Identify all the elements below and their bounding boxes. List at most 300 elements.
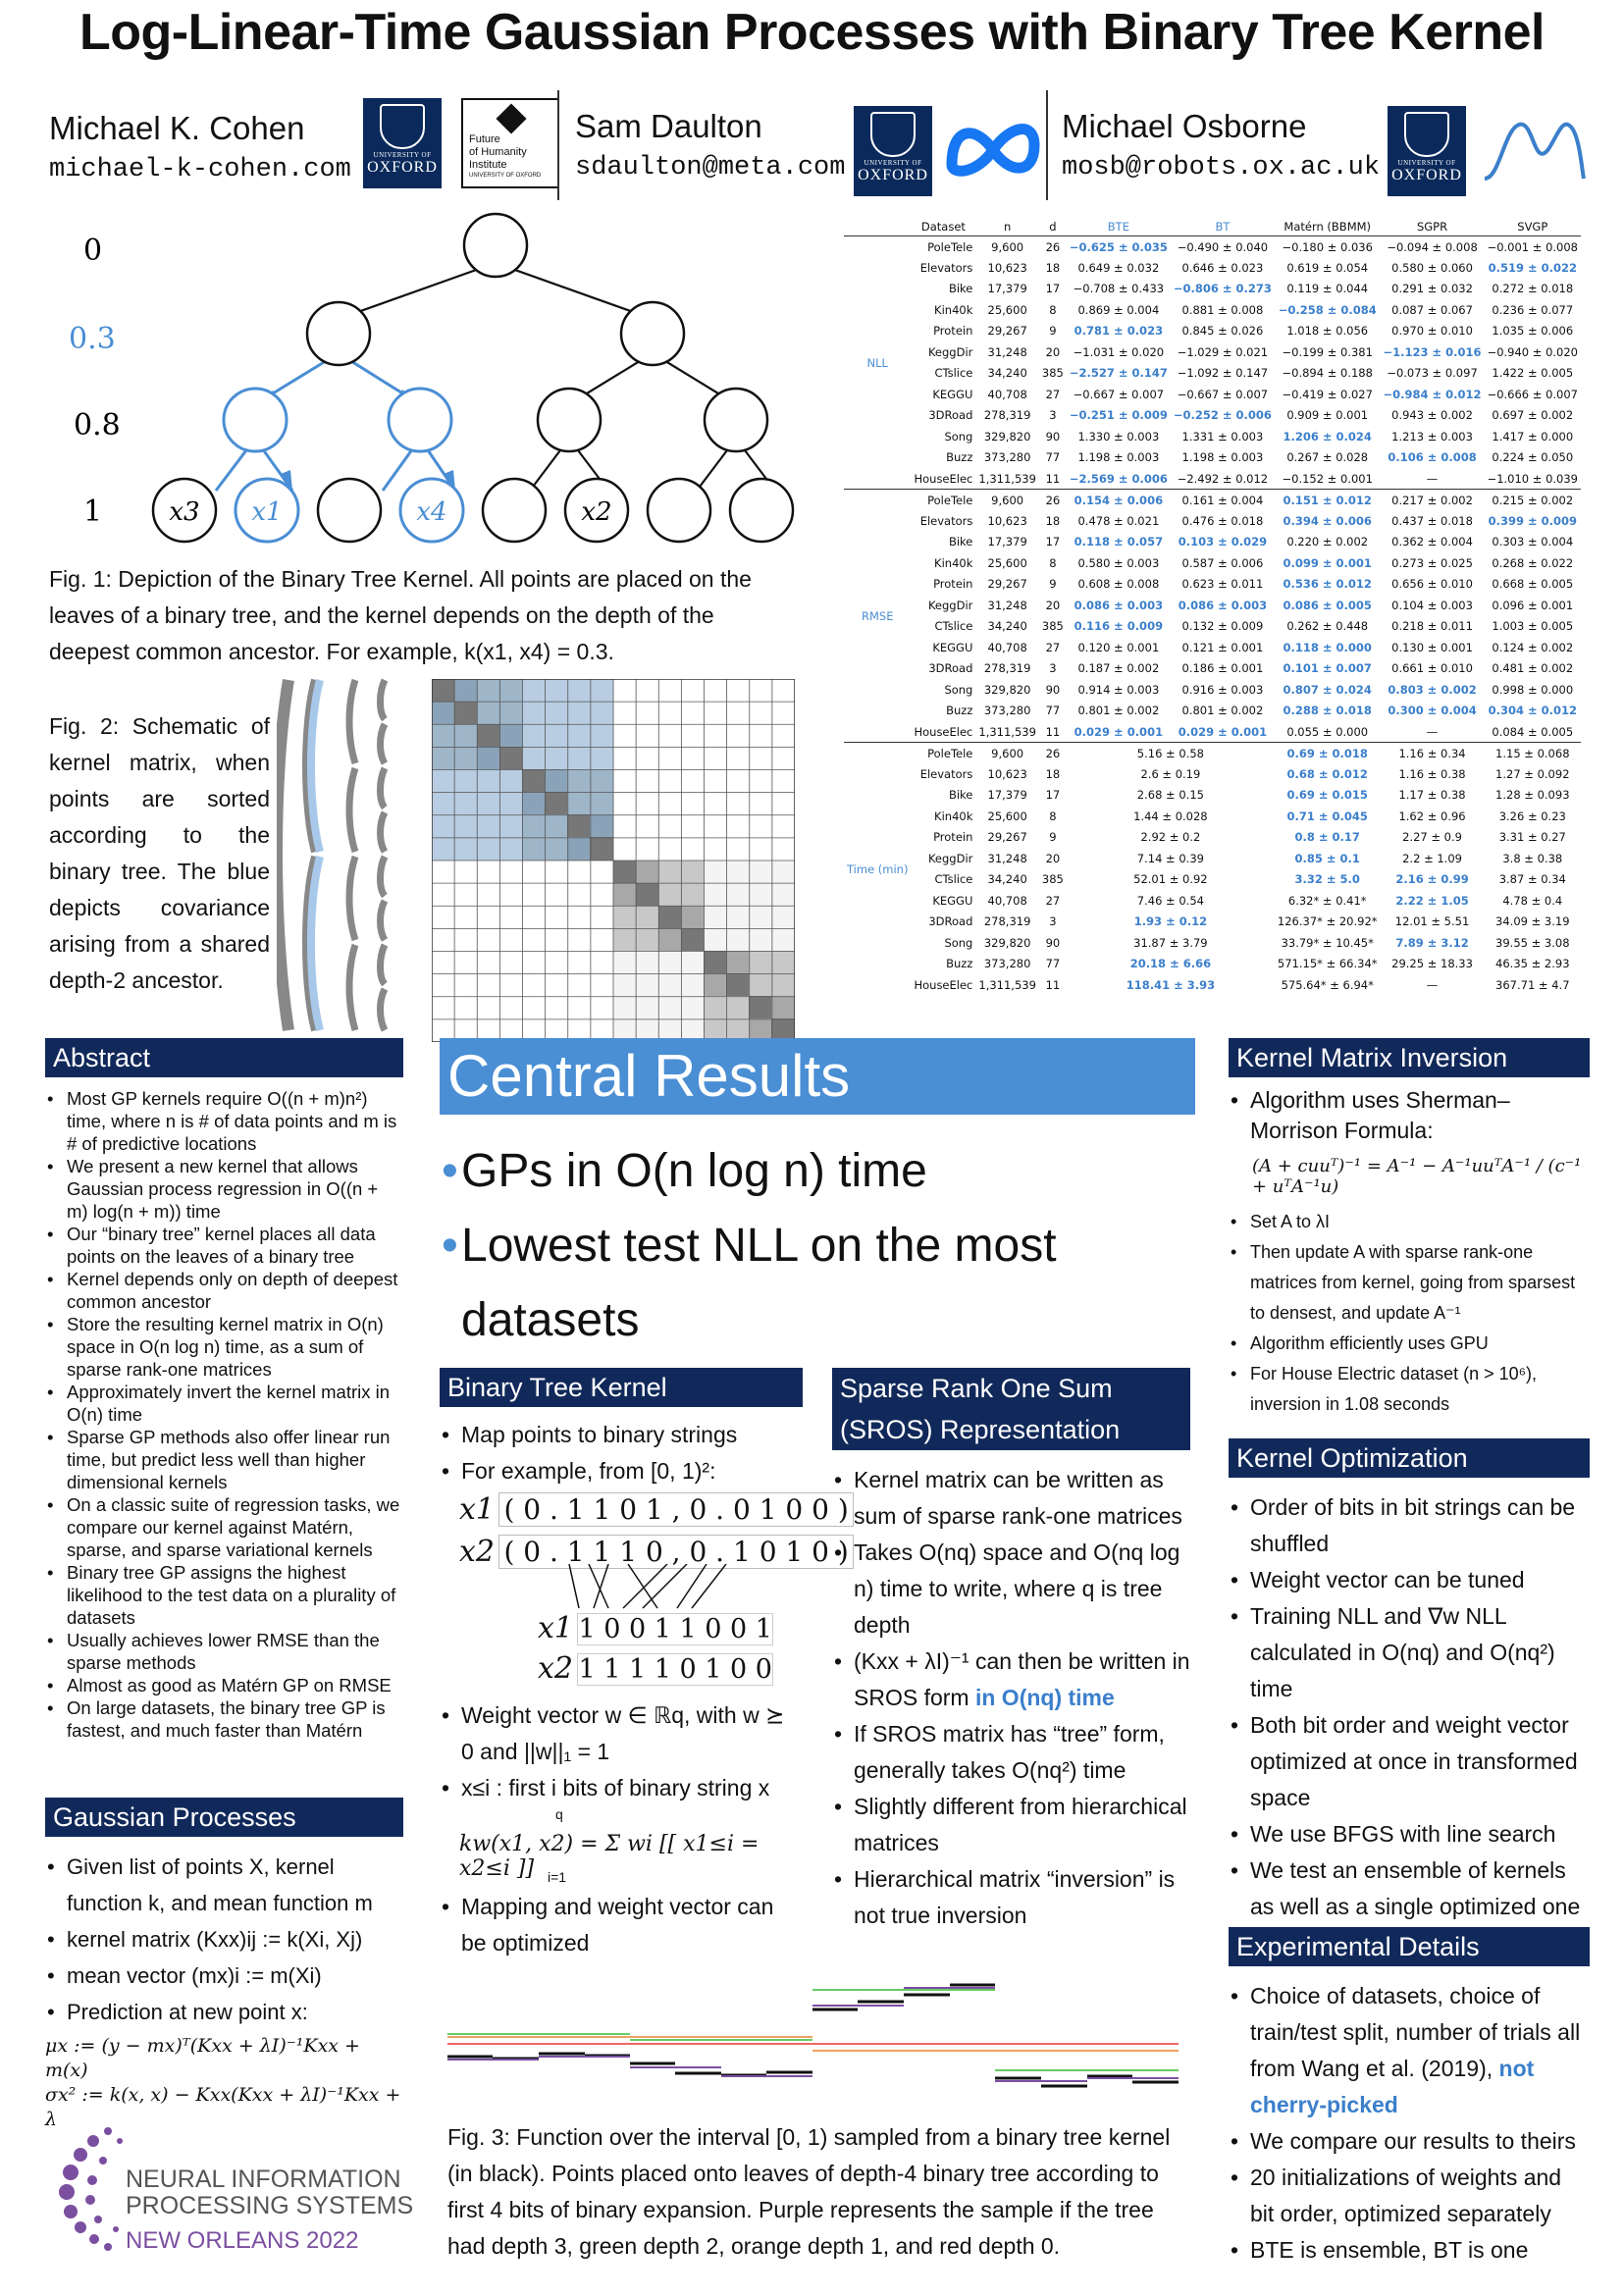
sum-bottom: i=1 <box>548 1869 567 1885</box>
table-cell: 46.35 ± 2.93 <box>1495 957 1570 971</box>
author-divider <box>557 90 559 200</box>
list-item: • Map points to binary strings <box>440 1417 803 1453</box>
table-cell: 0.580 ± 0.060 <box>1391 260 1473 275</box>
gp-list <box>45 1849 403 2030</box>
col-header: SVGP <box>1485 218 1581 236</box>
table-cell: 0.781 ± 0.023 <box>1074 324 1164 339</box>
table-cell: 0.998 ± 0.000 <box>1492 682 1574 697</box>
table-cell: Elevators <box>919 260 973 275</box>
bracket-diagram <box>277 675 414 1038</box>
table-cell: 1.27 ± 0.092 <box>1495 766 1570 781</box>
table-cell: −0.094 ± 0.008 <box>1387 239 1478 254</box>
leaf-label: x2 <box>581 497 612 527</box>
table-cell: 0.086 ± 0.005 <box>1283 598 1372 612</box>
table-cell: 0.362 ± 0.004 <box>1391 535 1473 549</box>
table-cell: 11 <box>1045 471 1061 486</box>
kopt-list <box>1229 1489 1590 1925</box>
table-cell: 3 <box>1049 661 1057 676</box>
table-cell: 0.801 ± 0.002 <box>1181 704 1264 718</box>
table-cell: 0.943 ± 0.002 <box>1391 408 1473 423</box>
table-cell: −0.073 ± 0.097 <box>1387 366 1478 381</box>
table-cell: 0.154 ± 0.006 <box>1067 490 1171 511</box>
table-row <box>844 341 1581 363</box>
table-cell: 0.086 ± 0.003 <box>1178 598 1268 612</box>
table-cell: 18 <box>1045 513 1061 528</box>
table-row <box>844 974 1581 996</box>
table-cell: 34,240 <box>987 619 1027 634</box>
exp-section <box>1229 1927 1590 2269</box>
table-cell: 0.661 ± 0.010 <box>1391 661 1473 676</box>
exp-list <box>1229 1978 1590 2269</box>
table-cell: 0.649 ± 0.032 <box>1077 260 1160 275</box>
depth-label: 0.3 <box>69 322 116 356</box>
table-cell: 8 <box>1049 555 1057 570</box>
table-cell: 571.15* ± 66.34* <box>1277 957 1378 971</box>
table-cell: −2.569 ± 0.006 <box>1069 471 1168 486</box>
table-cell: 278,319 <box>983 408 1031 423</box>
table-cell: Buzz <box>946 957 973 971</box>
table-cell: Song <box>944 429 973 444</box>
author-name: Michael Osborne <box>1062 108 1307 144</box>
table-cell: 10,623 <box>987 260 1027 275</box>
table-cell: — <box>1426 724 1439 739</box>
table-cell: KeggDir <box>927 344 973 359</box>
table-cell: 0.668 ± 0.005 <box>1492 577 1574 592</box>
col-header: Dataset <box>911 218 975 236</box>
table-cell: 0.646 ± 0.023 <box>1181 260 1264 275</box>
table-cell: 9 <box>1049 830 1057 845</box>
table-cell: 1.331 ± 0.003 <box>1181 429 1264 444</box>
table-cell: 25,600 <box>987 555 1027 570</box>
kernel-matrix-schematic <box>432 679 795 1042</box>
abstract-item: • Most GP kernels require O((n + m)n²) time, where n is # of data points and m is # of predictive locations <box>45 1087 403 1155</box>
table-cell: 0.519 ± 0.022 <box>1488 260 1577 275</box>
table-cell: 278,319 <box>983 661 1031 676</box>
table-cell: 0.807 ± 0.024 <box>1283 682 1372 697</box>
list-item: • Algorithm efficiently uses GPU <box>1229 1329 1590 1359</box>
metric-group-label: RMSE <box>844 490 911 743</box>
table-cell: 0.215 ± 0.002 <box>1485 490 1581 511</box>
list-item: • Prediction at new point x: <box>45 1994 403 2030</box>
table-cell: Bike <box>948 788 973 803</box>
list-item: • Order of bits in bit strings can be shuffled <box>1229 1489 1590 1562</box>
table-cell: Elevators <box>919 513 973 528</box>
table-row <box>844 637 1581 658</box>
author-email[interactable]: michael-k-cohen.com <box>49 155 351 184</box>
table-cell: Protein <box>933 577 973 592</box>
oxford-logo: UNIVERSITY OF OXFORD <box>854 106 932 196</box>
table-row <box>844 405 1581 427</box>
table-cell: 0.132 ± 0.009 <box>1181 619 1264 634</box>
table-cell: Buzz <box>946 450 973 465</box>
table-cell: 27 <box>1045 387 1061 401</box>
table-cell: 0.71 ± 0.045 <box>1286 809 1368 823</box>
table-cell: 0.916 ± 0.003 <box>1181 682 1264 697</box>
abstract-item: • On a classic suite of regression tasks, we compare our kernel against Matérn, sparse, and sparse variational kernels <box>45 1493 403 1561</box>
abstract-section <box>45 1038 403 1742</box>
table-row <box>844 890 1581 912</box>
table-cell: 0.476 ± 0.018 <box>1181 513 1264 528</box>
table-cell: CTslice <box>934 872 973 887</box>
table-cell: 0.029 ± 0.001 <box>1178 724 1268 739</box>
table-cell: 367.71 ± 4.7 <box>1495 977 1570 992</box>
table-cell: 3DRoad <box>928 914 973 929</box>
table-cell: 90 <box>1045 429 1061 444</box>
table-cell: 18 <box>1045 260 1061 275</box>
table-cell: 39.55 ± 3.08 <box>1495 935 1570 950</box>
table-cell: 0.69 ± 0.015 <box>1286 788 1368 803</box>
eq-sigma: σx² := k(x, x) − Kxx(Kxx + λI)⁻¹Kxx + λ <box>45 2084 401 2130</box>
table-cell: 1.018 ± 0.056 <box>1286 324 1369 339</box>
gp-heading: Gaussian Processes <box>45 1798 403 1837</box>
table-row <box>844 954 1581 975</box>
table-cell: 0.909 ± 0.001 <box>1286 408 1369 423</box>
abstract-item: • Binary tree GP assigns the highest likelihood to the test data on a plurality of datasets <box>45 1561 403 1629</box>
table-cell: 0.055 ± 0.000 <box>1286 724 1369 739</box>
abstract-item: • Approximately invert the kernel matrix in O(n) time <box>45 1381 403 1426</box>
list-item: • BTE is ensemble, BT is one <box>1229 2232 1590 2269</box>
list-item: • Weight vector w ∈ ℝq, with w ⪰ 0 and ||w||₁ = 1 <box>440 1697 803 1770</box>
table-row <box>844 616 1581 638</box>
table-cell: CTslice <box>934 619 973 634</box>
table-row <box>844 827 1581 849</box>
table-cell: 1.035 ± 0.006 <box>1492 324 1574 339</box>
table-cell: 329,820 <box>983 682 1031 697</box>
table-cell: 3.26 ± 0.23 <box>1498 809 1566 823</box>
table-cell: 40,708 <box>987 387 1027 401</box>
table-cell: 0.69 ± 0.018 <box>1275 743 1381 764</box>
table-cell: −0.940 ± 0.020 <box>1487 344 1578 359</box>
central-results-section <box>440 1038 1195 1358</box>
table-row <box>844 279 1581 300</box>
fhi-logo: Future of Humanity Institute UNIVERSITY OF OXFORD <box>461 98 559 188</box>
table-cell: PoleTele <box>927 239 973 254</box>
central-heading: Central Results <box>440 1038 1195 1115</box>
table-cell: 12.01 ± 5.51 <box>1394 914 1470 929</box>
table-cell: 1.330 ± 0.003 <box>1077 429 1160 444</box>
neurips-logo-mark <box>49 2121 137 2259</box>
abstract-item: • Sparse GP methods also offer linear run time, but predict less well than higher dimensional kernels <box>45 1426 403 1493</box>
table-cell: 9,600 <box>975 743 1039 764</box>
table-cell: 1.417 ± 0.000 <box>1492 429 1574 444</box>
depth-label: 1 <box>83 495 103 529</box>
table-cell: −0.894 ± 0.188 <box>1282 366 1373 381</box>
table-cell: 0.099 ± 0.001 <box>1283 555 1372 570</box>
list-item: • Slightly different from hierarchical matrices <box>832 1789 1190 1861</box>
table-cell: −1.029 ± 0.021 <box>1177 344 1269 359</box>
table-cell: 0.103 ± 0.029 <box>1178 535 1268 549</box>
table-row <box>844 806 1581 827</box>
table-cell: 17,379 <box>987 788 1027 803</box>
table-row <box>844 679 1581 701</box>
list-item: • For House Electric dataset (n > 10⁶), inversion in 1.08 seconds <box>1229 1359 1590 1420</box>
table-cell: 0.236 ± 0.077 <box>1492 302 1574 317</box>
table-cell: 31,248 <box>987 598 1027 612</box>
table-cell: 373,280 <box>983 450 1031 465</box>
list-item: • We use BFGS with line search <box>1229 1816 1590 1852</box>
table-cell: 0.272 ± 0.018 <box>1492 282 1574 296</box>
table-cell: 0.186 ± 0.001 <box>1181 661 1264 676</box>
table-cell: 7.46 ± 0.54 <box>1136 893 1204 908</box>
table-cell: 0.697 ± 0.002 <box>1492 408 1574 423</box>
abstract-item: • Usually achieves lower RMSE than the sparse methods <box>45 1629 403 1674</box>
metric-group-label: NLL <box>866 355 888 370</box>
table-cell: 329,820 <box>983 935 1031 950</box>
table-cell: −0.667 ± 0.007 <box>1177 387 1269 401</box>
table-cell: 0.881 ± 0.008 <box>1181 302 1264 317</box>
fig1-caption: Fig. 1: Depiction of the Binary Tree Kernel. All points are placed on the leaves of a binary tree, and the kernel depends on the depth of the deepest common ancestor. For example, k(x1, x4) = 0.3. <box>49 566 752 664</box>
table-cell: 0.119 ± 0.044 <box>1286 282 1369 296</box>
abstract-item: • Our “binary tree” kernel places all data points on the leaves of a binary tree <box>45 1223 403 1268</box>
kopt-heading: Kernel Optimization <box>1229 1438 1590 1478</box>
table-cell: 52.01 ± 0.92 <box>1133 872 1208 887</box>
table-cell: 40,708 <box>987 893 1027 908</box>
list-item: • Given list of points X, kernel function k, and mean function m <box>45 1849 403 1921</box>
table-cell: 0.394 ± 0.006 <box>1283 513 1372 528</box>
table-cell: 17 <box>1045 535 1061 549</box>
table-cell: — <box>1426 471 1439 486</box>
table-cell: HouseElec <box>914 977 973 992</box>
table-cell: 20.18 ± 6.66 <box>1129 957 1212 971</box>
table-cell: −0.419 ± 0.027 <box>1282 387 1373 401</box>
table-row <box>844 595 1581 616</box>
x1-pair: ( 0 . 1 1 0 1 , 0 . 0 1 0 0 ) <box>498 1492 853 1527</box>
table-cell: 0.608 ± 0.008 <box>1077 577 1160 592</box>
list-item: • Weight vector can be tuned <box>1229 1562 1590 1598</box>
table-cell: 0.536 ± 0.012 <box>1283 577 1372 592</box>
table-row <box>844 490 1581 511</box>
table-cell: 0.118 ± 0.000 <box>1283 640 1372 654</box>
table-cell: 0.267 ± 0.028 <box>1286 450 1369 465</box>
list-item: • Both bit order and weight vector optimized at once in transformed space <box>1229 1707 1590 1816</box>
list-item: • Training NLL and ∇w NLL calculated in O(nq) and O(nq²) time <box>1229 1598 1590 1707</box>
table-cell: 0.161 ± 0.004 <box>1171 490 1275 511</box>
table-row <box>844 743 1581 764</box>
table-cell: 0.268 ± 0.022 <box>1492 555 1574 570</box>
list-item: • Choice of datasets, choice of train/test split, number of trials all from Wang et al. (2019), not cherry-picked <box>1229 1978 1590 2123</box>
author-name: Sam Daulton <box>575 108 762 144</box>
table-cell: 34,240 <box>987 366 1027 381</box>
table-cell: 385 <box>1041 366 1064 381</box>
table-cell: 0.845 ± 0.026 <box>1181 324 1264 339</box>
col-header: BTE <box>1067 218 1171 236</box>
table-cell: 575.64* ± 6.94* <box>1281 977 1374 992</box>
eq-mu: μx := (y − mx)ᵀ(Kxx + λI)⁻¹Kxx + m(x) <box>45 2035 360 2081</box>
fig2-caption: Fig. 2: Schematic of kernel matrix, when points are sorted according to the binary tree. The blue depicts covariance arising from a shared depth-2 ancestor. <box>49 713 270 993</box>
table-row <box>844 932 1581 954</box>
table-cell: 0.096 ± 0.001 <box>1492 598 1574 612</box>
col-header: Matérn (BBMM) <box>1275 218 1381 236</box>
table-cell: 34,240 <box>987 872 1027 887</box>
table-cell: KeggDir <box>927 598 973 612</box>
table-cell: 0.8 ± 0.17 <box>1294 830 1360 845</box>
bit-shuffle-arrows <box>550 1564 746 1613</box>
table-cell: 1.206 ± 0.024 <box>1283 429 1372 444</box>
table-row <box>844 658 1581 680</box>
table-cell: CTslice <box>934 366 973 381</box>
table-cell: 10,623 <box>987 766 1027 781</box>
table-cell: 0.084 ± 0.005 <box>1492 724 1574 739</box>
table-cell: 29,267 <box>987 830 1027 845</box>
sros-list <box>832 1462 1190 1934</box>
table-row <box>844 869 1581 891</box>
abstract-item: • Kernel depends only on depth of deepest common ancestor <box>45 1268 403 1313</box>
table-cell: 25,600 <box>987 302 1027 317</box>
author-email[interactable]: mosb@robots.ox.ac.uk <box>1062 153 1381 183</box>
table-cell: −0.251 ± 0.009 <box>1069 408 1168 423</box>
kopt-section <box>1229 1438 1590 1925</box>
table-cell: 0.087 ± 0.067 <box>1391 302 1473 317</box>
table-cell: −0.001 ± 0.008 <box>1487 239 1578 254</box>
table-cell: 31.87 ± 3.79 <box>1133 935 1208 950</box>
table-cell: Protein <box>933 830 973 845</box>
table-cell: KeggDir <box>927 851 973 865</box>
table-cell: 1.198 ± 0.003 <box>1181 450 1264 465</box>
table-cell: PoleTele <box>911 743 975 764</box>
col-header: n <box>975 218 1039 236</box>
table-cell: 26 <box>1039 490 1067 511</box>
table-row <box>844 552 1581 574</box>
table-cell: 20 <box>1045 851 1061 865</box>
list-item: • Set A to λI <box>1229 1207 1590 1237</box>
x1-label: x1 <box>459 1492 496 1527</box>
table-cell: 1.422 ± 0.005 <box>1492 366 1574 381</box>
table-cell: 9 <box>1049 577 1057 592</box>
table-cell: −0.258 ± 0.084 <box>1278 302 1377 317</box>
table-cell: 0.801 ± 0.002 <box>1077 704 1160 718</box>
table-cell: 3 <box>1049 408 1057 423</box>
table-cell: HouseElec <box>914 471 973 486</box>
list-item: • Then update A with sparse rank-one matrices from kernel, going from sparsest to densest, and update A⁻¹ <box>1229 1237 1590 1329</box>
table-row <box>844 785 1581 807</box>
table-cell: Song <box>944 682 973 697</box>
table-cell: 1,311,539 <box>978 724 1036 739</box>
metric-group-label: Time (min) <box>844 743 911 996</box>
table-cell: 4.78 ± 0.4 <box>1502 893 1563 908</box>
table-cell: Kin40k <box>934 302 973 317</box>
abstract-item: • On large datasets, the binary tree GP is fastest, and much faster than Matérn <box>45 1696 403 1742</box>
oxford-logo: UNIVERSITY OF OXFORD <box>1388 106 1466 196</box>
table-cell: Elevators <box>919 766 973 781</box>
abstract-list <box>45 1087 403 1742</box>
list-item: • We compare our results to theirs <box>1229 2123 1590 2160</box>
list-item: • Takes O(nq) space and O(nq log n) time to write, where q is tree depth <box>832 1535 1190 1644</box>
table-cell: Bike <box>948 282 973 296</box>
table-cell: 3.87 ± 0.34 <box>1498 872 1566 887</box>
author-email[interactable]: sdaulton@meta.com <box>575 153 846 183</box>
table-cell: 77 <box>1045 957 1061 971</box>
list-item: • Hierarchical matrix “inversion” is not true inversion <box>832 1861 1190 1934</box>
x2-pair: ( 0 . 1 1 1 0 , 0 . 1 0 1 0 ) <box>498 1535 853 1569</box>
table-row <box>844 468 1581 490</box>
table-cell: 2.2 ± 1.09 <box>1402 851 1462 865</box>
table-cell: 11 <box>1045 724 1061 739</box>
table-cell: 9,600 <box>991 239 1024 254</box>
table-cell: −0.708 ± 0.433 <box>1073 282 1165 296</box>
table-cell: KEGGU <box>932 640 973 654</box>
table-cell: 0.291 ± 0.032 <box>1391 282 1473 296</box>
table-cell: 0.587 ± 0.006 <box>1181 555 1264 570</box>
table-cell: 0.217 ± 0.002 <box>1381 490 1485 511</box>
list-item: • GPs in O(n log n) time <box>440 1134 1195 1209</box>
gp-section <box>45 1798 403 2132</box>
oxford-logo: UNIVERSITY OF OXFORD <box>363 98 442 188</box>
table-cell: 0.580 ± 0.003 <box>1077 555 1160 570</box>
table-cell: 3.31 ± 0.27 <box>1498 830 1566 845</box>
fig3-step-function <box>447 1980 1193 2098</box>
table-cell: −2.527 ± 0.147 <box>1069 366 1168 381</box>
sros-heading: Sparse Rank One Sum (SROS) Representation <box>832 1368 1190 1450</box>
col-header: d <box>1039 218 1067 236</box>
table-cell: PoleTele <box>911 490 975 511</box>
fig3-caption: Fig. 3: Function over the interval [0, 1) sampled from a binary tree kernel (in black). Points placed onto leaves of depth-4 binary tree according to first 4 bits of binary expansion. Purple represents the sample if the tree had depth 3, green depth 2, orange depth 1, and red depth 0. <box>447 2124 1171 2259</box>
table-row <box>844 384 1581 405</box>
table-cell: 373,280 <box>983 704 1031 718</box>
table-row <box>844 701 1581 722</box>
table-cell: 278,319 <box>983 914 1031 929</box>
poster-title: Log-Linear-Time Gaussian Processes with Binary Tree Kernel <box>79 4 1545 61</box>
table-cell: 1.15 ± 0.068 <box>1485 743 1581 764</box>
table-cell: 0.304 ± 0.012 <box>1488 704 1577 718</box>
binary-tree-figure <box>39 211 814 545</box>
table-cell: 0.273 ± 0.025 <box>1391 555 1473 570</box>
table-cell: 0.104 ± 0.003 <box>1391 598 1473 612</box>
table-row <box>844 510 1581 532</box>
kmi-heading: Kernel Matrix Inversion <box>1229 1038 1590 1077</box>
table-cell: 0.151 ± 0.012 <box>1275 490 1381 511</box>
table-cell: 9 <box>1049 324 1057 339</box>
table-cell: 17 <box>1045 788 1061 803</box>
table-cell: 6.32* ± 0.41* <box>1287 893 1367 908</box>
table-cell: −0.199 ± 0.381 <box>1282 344 1373 359</box>
table-cell: 1.198 ± 0.003 <box>1077 450 1160 465</box>
table-row <box>844 763 1581 785</box>
exp-heading: Experimental Details <box>1229 1927 1590 1966</box>
table-cell: 0.399 ± 0.009 <box>1488 513 1577 528</box>
table-row <box>844 721 1581 743</box>
list-item: • If SROS matrix has “tree” form, generally takes O(nq²) time <box>832 1716 1190 1789</box>
table-cell: 8 <box>1049 302 1057 317</box>
table-cell: 0.656 ± 0.010 <box>1391 577 1473 592</box>
table-cell: 8 <box>1049 809 1057 823</box>
table-cell: 2.16 ± 0.99 <box>1395 872 1469 887</box>
table-cell: 27 <box>1045 893 1061 908</box>
table-cell: 0.619 ± 0.054 <box>1286 260 1369 275</box>
table-cell: −0.490 ± 0.040 <box>1177 239 1269 254</box>
lab-logo <box>1480 110 1588 188</box>
table-cell: 3DRoad <box>928 661 973 676</box>
table-cell: −0.625 ± 0.035 <box>1069 239 1168 254</box>
list-item: • x≤i : first i bits of binary string x <box>440 1770 803 1806</box>
table-cell: 26 <box>1039 743 1067 764</box>
table-row <box>844 321 1581 342</box>
leaf-label: x4 <box>416 497 447 527</box>
table-cell: 0.086 ± 0.003 <box>1074 598 1164 612</box>
table-cell: 17,379 <box>987 535 1027 549</box>
table-cell: 77 <box>1045 704 1061 718</box>
table-cell: −0.152 ± 0.001 <box>1282 471 1373 486</box>
table-cell: 20 <box>1045 344 1061 359</box>
table-cell: 0.869 ± 0.004 <box>1077 302 1160 317</box>
table-cell: 0.914 ± 0.003 <box>1077 682 1160 697</box>
table-cell: 27 <box>1045 640 1061 654</box>
author-block-daulton <box>575 108 845 183</box>
table-cell: 329,820 <box>983 429 1031 444</box>
table-cell: 29,267 <box>987 324 1027 339</box>
table-row <box>844 848 1581 869</box>
kernel-equation: kw(x1, x2) = Σ wi [[ x1≤i = x2≤i ]] <box>459 1832 760 1881</box>
table-cell: −0.252 ± 0.006 <box>1173 408 1272 423</box>
